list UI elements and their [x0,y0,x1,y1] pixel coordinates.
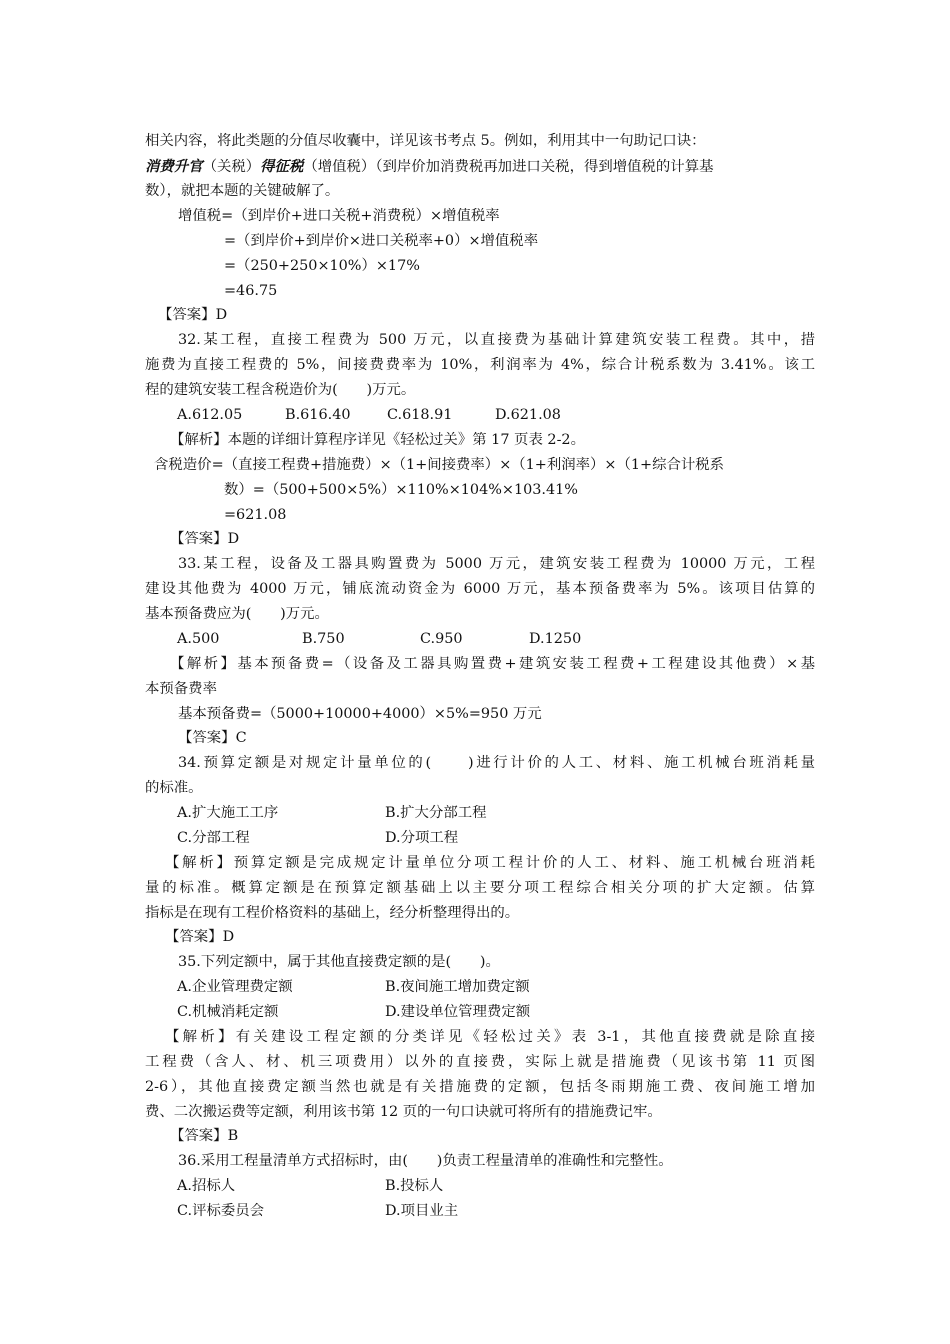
q34-stem-2: 的标准。 [145,780,203,796]
q33-option-c: C.950 [420,631,463,647]
q32-stem-1: 32.某工程，直接工程费为 500 万元，以直接费为基础计算建筑安装工程费。其中，措 [178,332,815,348]
q33-stem-1: 33.某工程，设备及工器具购置费为 5000 万元，建筑安装工程费为 10000 万元，工程 [178,556,815,572]
q34-answer: 【答案】D [165,929,235,945]
q35-option-d: D.建设单位管理费定额 [385,1004,531,1020]
q34-option-c: C.分部工程 [177,830,250,846]
q35-analysis-1: 【解析】有关建设工程定额的分类详见《轻松过关》表 3-1，其他直接费就是除直接 [165,1029,815,1045]
q32-analysis: 【解析】本题的详细计算程序详见《轻松过关》第 17 页表 2-2。 [170,432,585,448]
q35-options-row-1 [145,975,815,1000]
mnemonic-a-note: （关税） [202,159,261,175]
q32-option-a: A.612.05 [177,407,243,423]
q35-stem-1: 35.下列定额中，属于其他直接费定额的是( )。 [178,954,500,970]
q32-answer: 【答案】D [170,531,240,547]
q33-option-d: D.1250 [529,631,582,647]
q34-option-b: B.扩大分部工程 [385,805,487,821]
vat-formula-1: 增值税=（到岸价+进口关税+消费税）×增值税率 [178,208,500,224]
q33-option-a: A.500 [177,631,220,647]
q35-option-b: B.夜间施工增加费定额 [385,979,530,995]
q33-stem-3: 基本预备费应为( )万元。 [145,606,329,622]
vat-formula-2: =（到岸价+到岸价×进口关税率+0）×增值税率 [224,233,539,249]
q36-options-row-1 [145,1174,815,1199]
q33-analysis-1: 【解析】基本预备费=（设备及工器具购置费+建筑安装工程费+工程建设其他费）×基 [170,656,815,672]
q34-options-row-1 [145,801,815,826]
intro-line-2-rest: （增值税）（到岸价加消费税再加进口关税，得到增值税的计算基 [303,159,714,175]
q34-stem-1: 34.预算定额是对规定计量单位的( )进行计价的人工、材料、施工机械台班消耗量 [178,755,815,771]
q32-options [145,403,815,428]
q36-stem-1: 36.采用工程量清单方式招标时，由( )负责工程量清单的准确性和完整性。 [178,1153,673,1169]
q33-answer: 【答案】C [178,730,247,746]
q34-analysis-1: 【解析】预算定额是完成规定计量单位分项工程计价的人工、材料、施工机械台班消耗 [165,855,815,871]
q34-analysis-2: 量的标准。概算定额是在预算定额基础上以主要分项工程综合相关分项的扩大定额。估算 [145,880,815,896]
intro-answer: 【答案】D [158,307,228,323]
q35-analysis-4: 费、二次搬运费等定额，利用该书第 12 页的一句口诀就可将所有的措施费记牢。 [145,1104,662,1120]
intro-line-3: 数），就把本题的关键破解了。 [145,183,340,199]
q32-option-d: D.621.08 [495,407,561,423]
q36-option-b: B.投标人 [385,1178,444,1194]
q34-analysis-3: 指标是在现有工程价格资料的基础上，经分析整理得出的。 [145,905,520,921]
mnemonic-a: 消费升官 [145,158,203,175]
q33-analysis-2: 本预备费率 [145,681,217,697]
q34-option-d: D.分项工程 [385,830,459,846]
q35-option-c: C.机械消耗定额 [177,1004,279,1020]
q33-option-b: B.750 [302,631,345,647]
q33-options [145,627,815,652]
q33-formula: 基本预备费=（5000+10000+4000）×5%=950 万元 [178,706,542,722]
vat-formula-3: =（250+250×10%）×17% [224,258,420,274]
q36-option-a: A.招标人 [177,1178,236,1194]
q32-stem-2: 施费为直接工程费的 5%，间接费费率为 10%，利润率为 4%，综合计税系数为 3.41%。该工 [145,357,815,373]
q34-options-row-2 [145,826,815,851]
q34-option-a: A.扩大施工工序 [177,805,279,821]
q32-option-c: C.618.91 [387,407,453,423]
intro-line-2 [145,154,815,179]
q35-answer: 【答案】B [170,1128,239,1144]
q32-formula-3: =621.08 [224,507,287,523]
q36-option-d: D.项目业主 [385,1203,459,1219]
q36-options-row-2 [145,1199,815,1224]
q35-options-row-2 [145,1000,815,1025]
q32-stem-3: 程的建筑安装工程含税造价为( )万元。 [145,382,416,398]
intro-line-1: 相关内容，将此类题的分值尽收囊中，详见该书考点 5。例如，利用其中一句助记口诀： [145,133,706,149]
q32-formula-2: 数）=（500+500×5%）×110%×104%×103.41% [224,482,578,498]
q33-stem-2: 建设其他费为 4000 万元，铺底流动资金为 6000 万元，基本预备费率为 5%。该项目估算的 [145,581,815,597]
mnemonic-b: 得征税 [260,158,304,175]
q36-option-c: C.评标委员会 [177,1203,265,1219]
q32-option-b: B.616.40 [285,407,351,423]
q35-analysis-2: 工程费（含人、材、机三项费用）以外的直接费，实际上就是措施费（见该书第 11 页图 [145,1054,815,1070]
q35-analysis-3: 2-6），其他直接费定额当然也就是有关措施费的定额，包括冬雨期施工费、夜间施工增加 [145,1079,815,1095]
q32-formula-1: 含税造价=（直接工程费+措施费）×（1+间接费率）×（1+利润率）×（1+综合计税系 [154,457,725,473]
q35-option-a: A.企业管理费定额 [177,979,293,995]
vat-formula-4: =46.75 [224,283,278,299]
